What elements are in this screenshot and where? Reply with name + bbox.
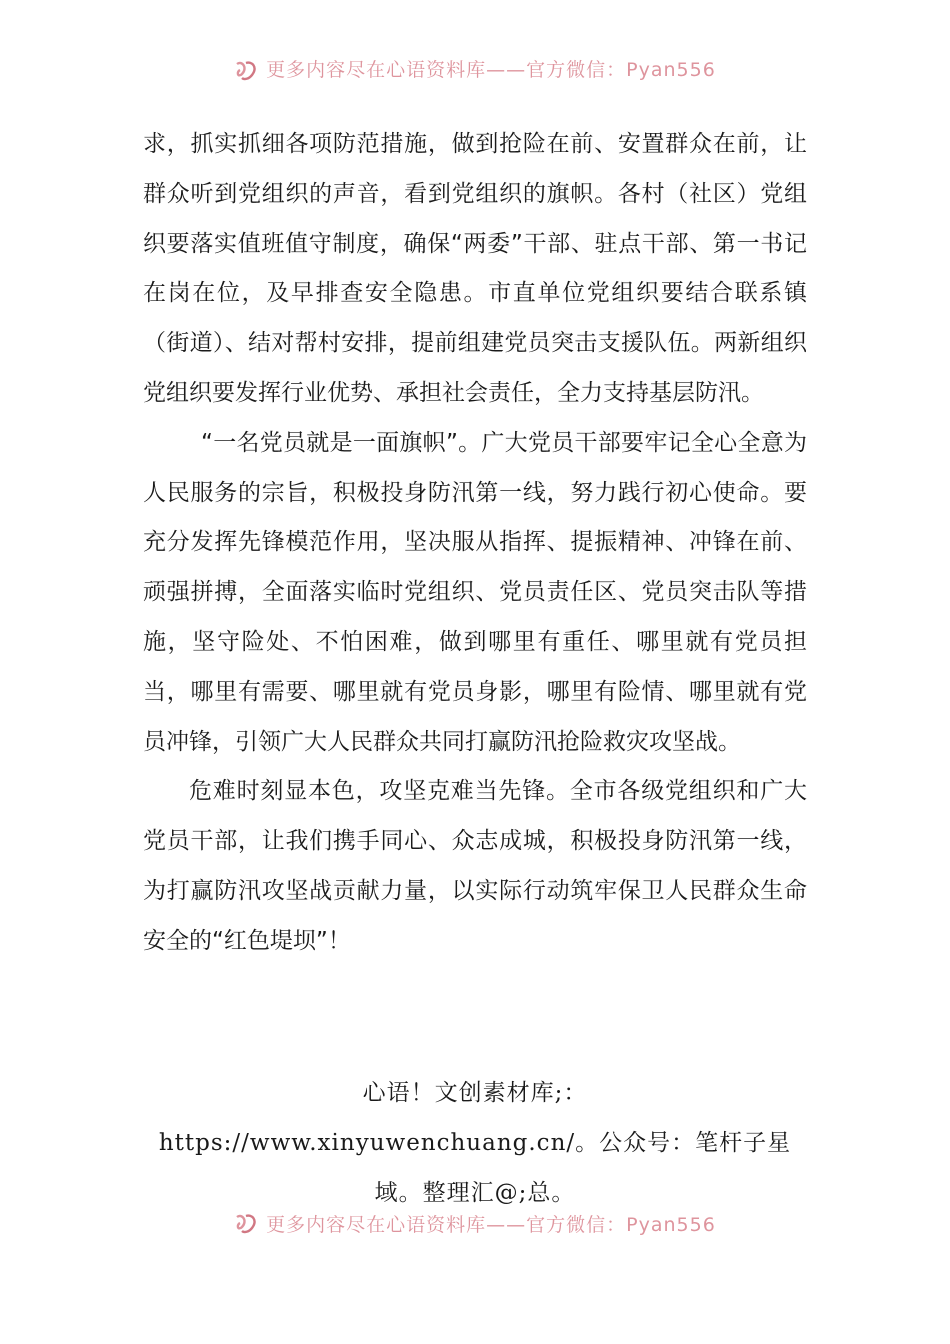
paragraph-1: 求，抓实抓细各项防范措施，做到抢险在前、安置群众在前，让群众听到党组织的声音，看到党组织的旗帜。各村（社区）党组织要落实值班值守制度，确保“两委”干部、驻点干部、第一书记在岗在位，及早排查安全隐患。市直单位党组织要结合联系镇（街道）、结对帮村安排，提前组建党员突击支援队伍。两新组织党组织要发挥行业优势、承担社会责任，全力支持基层防汛。	[143, 131, 807, 406]
watermark-text: 更多内容尽在心语资料库——官方微信：Pyan556	[266, 1213, 716, 1236]
logo-icon	[234, 1211, 260, 1235]
paragraph-3: 危难时刻显本色，攻坚克难当先锋。全市各级党组织和广大党员干部，让我们携手同心、众志成城，积极投身防汛第一线，为打赢防汛攻坚战贡献力量，以实际行动筑牢保卫人民群众生命安全的“红色堤坝”！	[143, 778, 807, 954]
header-watermark	[0, 56, 950, 82]
watermark-text: 更多内容尽在心语资料库——官方微信：Pyan556	[266, 59, 716, 81]
source-footer: 心语！文创素材库;：https://www.xinyuwenchuang.cn/。公众号：笔杆子星域。整理汇@;总。	[158, 1080, 792, 1206]
paragraph-2: “一名党员就是一面旗帜”。广大党员干部要牢记全心全意为人民服务的宗旨，积极投身防汛第一线，努力践行初心使命。要充分发挥先锋模范作用，坚决服从指挥、提振精神、冲锋在前、顽强拼搏，全面落实临时党组织、党员责任区、党员突击队等措施，坚守险处、不怕困难，做到哪里有重任、哪里就有党员担当，哪里有需要、哪里就有党员身影，哪里有险情、哪里就有党员冲锋，引领广大人民群众共同打赢防汛抢险救灾攻坚战。	[143, 429, 807, 755]
logo-icon	[234, 58, 260, 82]
footer-watermark	[0, 1208, 950, 1238]
document-body	[143, 120, 807, 967]
